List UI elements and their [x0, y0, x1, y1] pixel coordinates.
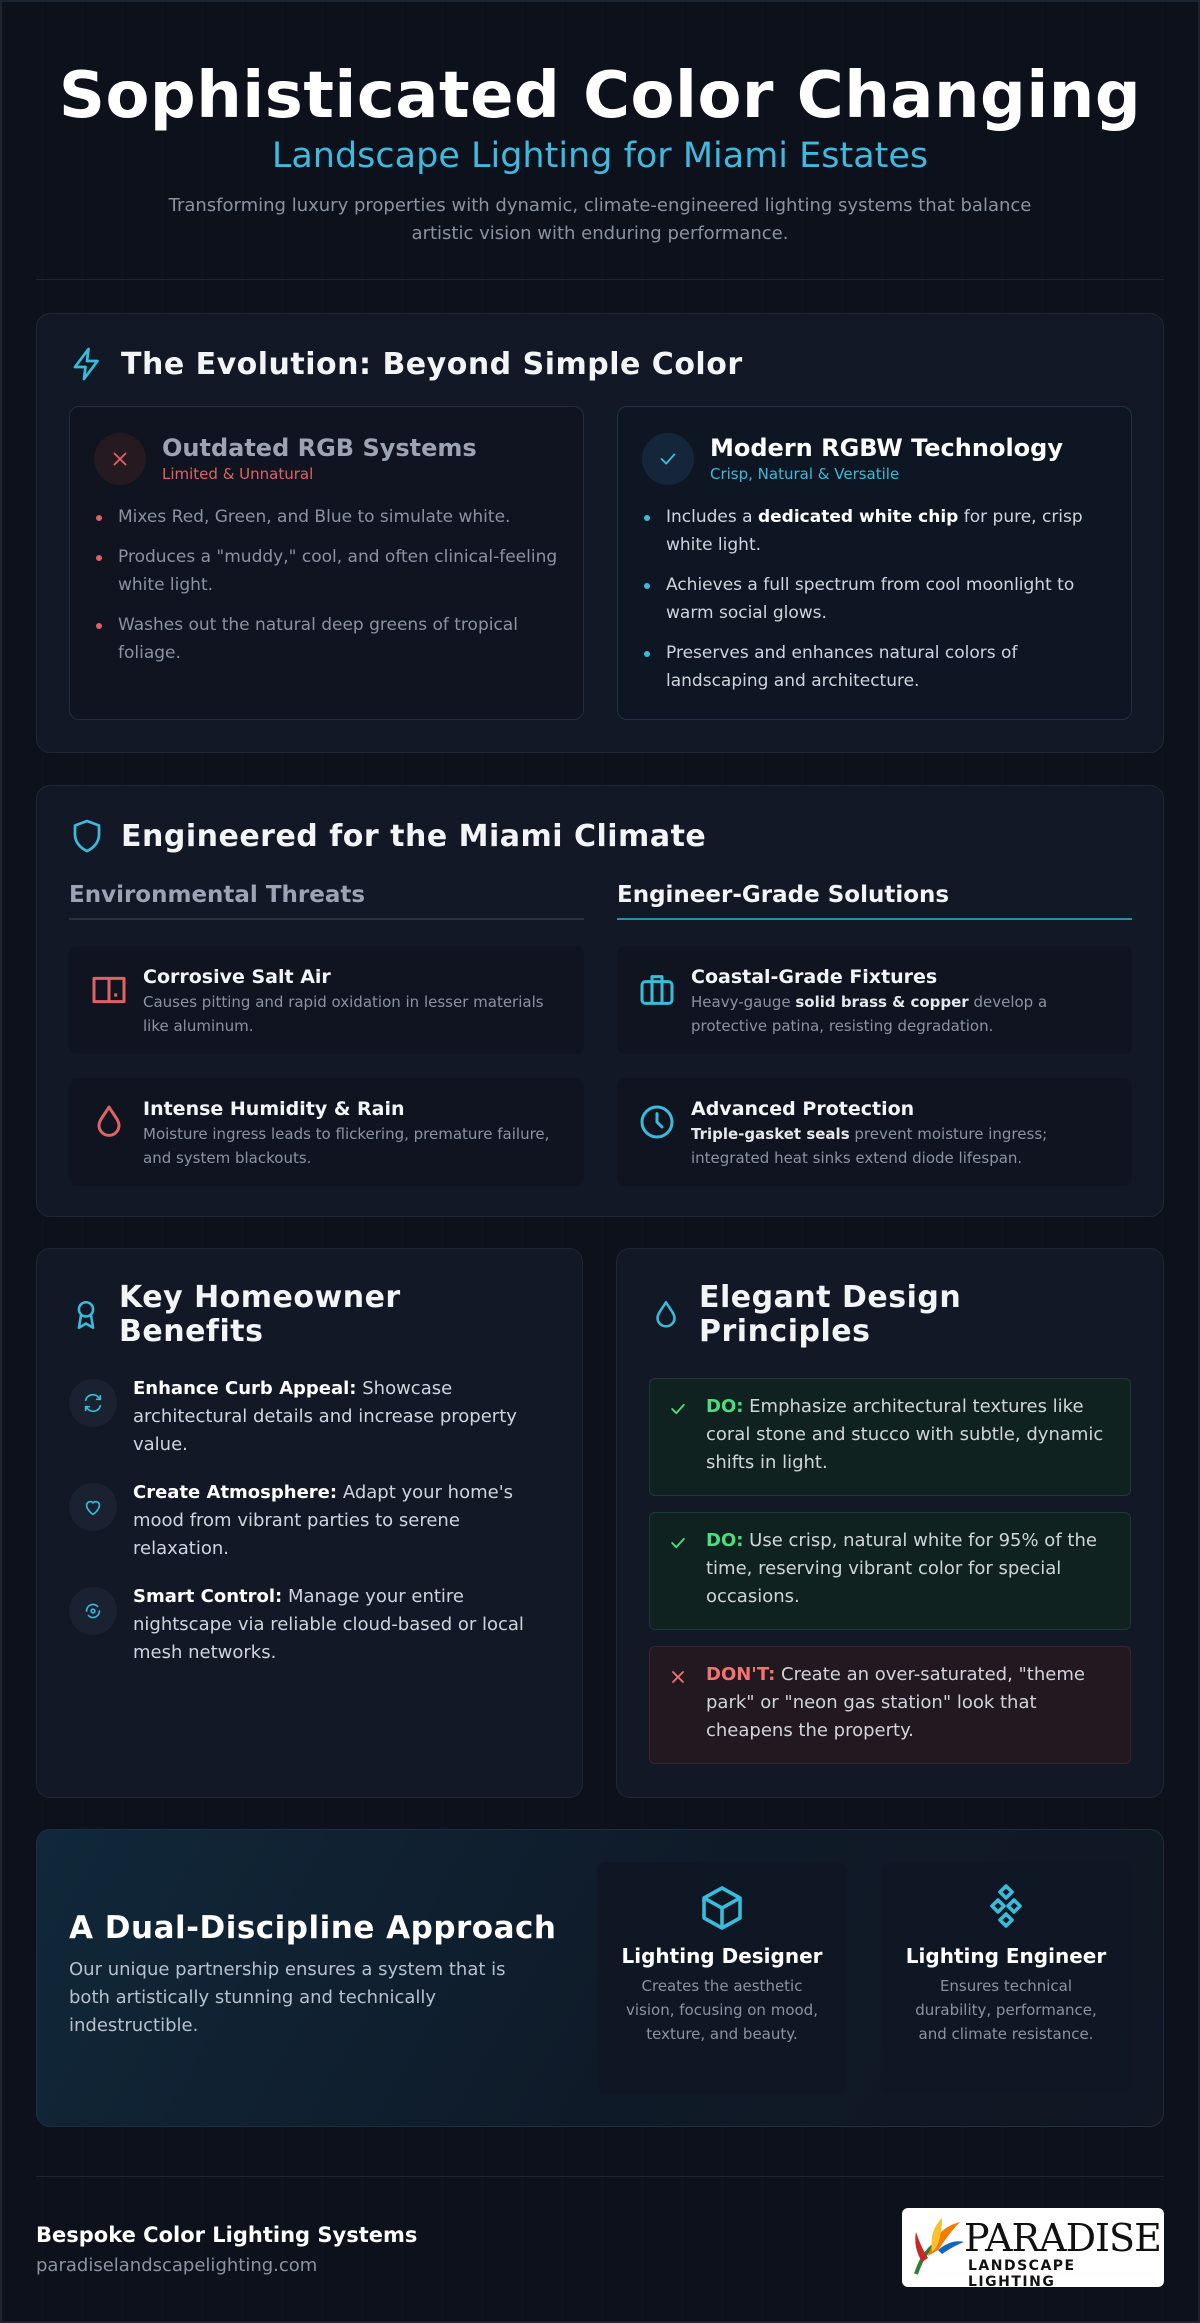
design-heading: [649, 1281, 1059, 1349]
engineer-title: Lighting Engineer: [905, 1944, 1107, 1968]
briefcase-icon: [637, 970, 677, 1010]
x-icon: [668, 1667, 688, 1687]
designer-title: Lighting Designer: [621, 1944, 823, 1968]
solution-title: Advanced Protection: [691, 1098, 915, 1120]
cube-icon: [698, 1884, 746, 1932]
evolution-section: [36, 313, 1164, 753]
benefits-title: Key Homeowner Benefits: [119, 1280, 401, 1349]
list-item: Achieves a full spectrum from cool moonlight to warm social glows.: [642, 571, 1107, 627]
solution-text: Triple-gasket seals prevent moisture ingress; integrated heat sinks extend diode lifespan.: [691, 1125, 1048, 1167]
hero-header: [36, 0, 1164, 280]
modern-subtitle: Crisp, Natural & Versatile: [710, 465, 900, 483]
solution-advanced-protection: [617, 1078, 1132, 1186]
check-icon: [657, 448, 679, 470]
droplet-icon: [89, 1102, 129, 1142]
heart-icon: [82, 1496, 104, 1518]
list-item: Mixes Red, Green, and Blue to simulate white.: [94, 503, 559, 531]
solution-title: Coastal-Grade Fixtures: [691, 966, 938, 988]
list-item: Includes a dedicated white chip for pure, crisp white light.: [642, 503, 1107, 559]
evolution-title: The Evolution: Beyond Simple Color: [121, 346, 743, 382]
threats-heading: Environmental Threats: [69, 878, 584, 920]
design-do-item: DO: Use crisp, natural white for 95% of the time, reserving vibrant color for special occasions.: [649, 1512, 1131, 1630]
benefit-text: Enhance Curb Appeal: Showcase architectural details and increase property value.: [133, 1378, 517, 1455]
modern-list: [642, 503, 1107, 695]
outdated-list: [94, 503, 559, 667]
dual-discipline-section: [36, 1829, 1164, 2127]
solution-text: Heavy-gauge solid brass & copper develop a protective patina, resisting degradation.: [691, 993, 1048, 1035]
solution-coastal-fixtures: [617, 946, 1132, 1054]
page-subtitle: Landscape Lighting for Miami Estates: [271, 136, 929, 176]
building-icon: [89, 970, 129, 1010]
lighting-engineer-card: [881, 1862, 1131, 2094]
list-item: Produces a "muddy," cool, and often clinical-feeling white light.: [94, 543, 559, 599]
shield-icon: [69, 818, 105, 854]
threat-humidity: [69, 1078, 584, 1186]
list-item: Washes out the natural deep greens of tropical foliage.: [94, 611, 559, 667]
droplet-icon: [649, 1298, 683, 1332]
list-item: Preserves and enhances natural colors of landscaping and architecture.: [642, 639, 1107, 695]
lightning-icon: [69, 346, 105, 382]
design-section: [616, 1248, 1164, 1798]
heart-badge: [69, 1483, 117, 1531]
dual-description: Our unique partnership ensures a system that is both artistically stunning and technically indestructible.: [69, 1959, 506, 2036]
modern-rgbw-card: [617, 406, 1132, 720]
benefit-item: [69, 1375, 549, 1459]
refresh-icon: [82, 1392, 104, 1414]
dual-title: A Dual-Discipline Approach: [69, 1910, 557, 1946]
benefit-text: Smart Control: Manage your entire nightscape via reliable cloud-based or local mesh networks.: [133, 1586, 524, 1663]
check-badge: [642, 433, 694, 485]
threat-title: Corrosive Salt Air: [143, 966, 331, 988]
benefits-heading: [69, 1281, 479, 1349]
control-badge: [69, 1587, 117, 1635]
smart-control-icon: [82, 1600, 104, 1622]
footer-url[interactable]: paradiselandscapelighting.com: [36, 2255, 318, 2276]
benefit-item: [69, 1479, 549, 1563]
engineer-text: Ensures technical durability, performance, and climate resistance.: [915, 1977, 1097, 2043]
refresh-badge: [69, 1379, 117, 1427]
design-title: Elegant Design Principles: [699, 1280, 962, 1349]
climate-heading: [69, 818, 706, 854]
x-icon: [109, 448, 131, 470]
x-badge: [94, 433, 146, 485]
outdated-rgb-card: [69, 406, 584, 720]
paradise-logo: [902, 2208, 1164, 2290]
evolution-heading: [69, 346, 743, 382]
design-dont-item: DON'T: Create an over-saturated, "theme park" or "neon gas station" look that cheapens the property.: [649, 1646, 1131, 1764]
solutions-heading: Engineer-Grade Solutions: [617, 878, 1132, 920]
design-do-item: DO: Emphasize architectural textures like coral stone and stucco with subtle, dynamic shifts in light.: [649, 1378, 1131, 1496]
logo-wordmark: PARADISE: [964, 2216, 1161, 2260]
benefit-text: Create Atmosphere: Adapt your home's mood from vibrant parties to serene relaxation.: [133, 1482, 514, 1559]
outdated-subtitle: Limited & Unnatural: [162, 465, 314, 483]
gauge-icon: [637, 1102, 677, 1142]
page-description: Transforming luxury properties with dynamic, climate-engineered lighting systems that balance artistic vision with enduring performance.: [168, 195, 1032, 244]
threat-text: Causes pitting and rapid oxidation in lesser materials like aluminum.: [143, 993, 544, 1035]
threat-salt-air: [69, 946, 584, 1054]
page-content: [36, 0, 1164, 2290]
outdated-title: Outdated RGB Systems: [162, 434, 477, 462]
climate-title: Engineered for the Miami Climate: [121, 818, 707, 854]
threat-title: Intense Humidity & Rain: [143, 1098, 405, 1120]
bird-of-paradise-icon: [908, 2216, 966, 2278]
lighting-designer-card: [597, 1862, 847, 2094]
check-icon: [668, 1399, 688, 1419]
page-footer: [36, 2176, 1164, 2290]
designer-text: Creates the aesthetic vision, focusing on mood, texture, and beauty.: [626, 1977, 818, 2043]
diamonds-icon: [982, 1884, 1030, 1932]
threat-text: Moisture ingress leads to flickering, premature failure, and system blackouts.: [143, 1125, 550, 1167]
check-icon: [668, 1533, 688, 1553]
benefit-item: [69, 1583, 549, 1667]
benefits-section: [36, 1248, 583, 1798]
climate-section: [36, 785, 1164, 1217]
award-icon: [69, 1298, 103, 1332]
footer-brand: Bespoke Color Lighting Systems: [36, 2223, 418, 2247]
page-title: Sophisticated Color Changing: [58, 59, 1142, 133]
logo-tagline: LANDSCAPE LIGHTING: [968, 2258, 1076, 2290]
modern-title: Modern RGBW Technology: [710, 434, 1063, 462]
